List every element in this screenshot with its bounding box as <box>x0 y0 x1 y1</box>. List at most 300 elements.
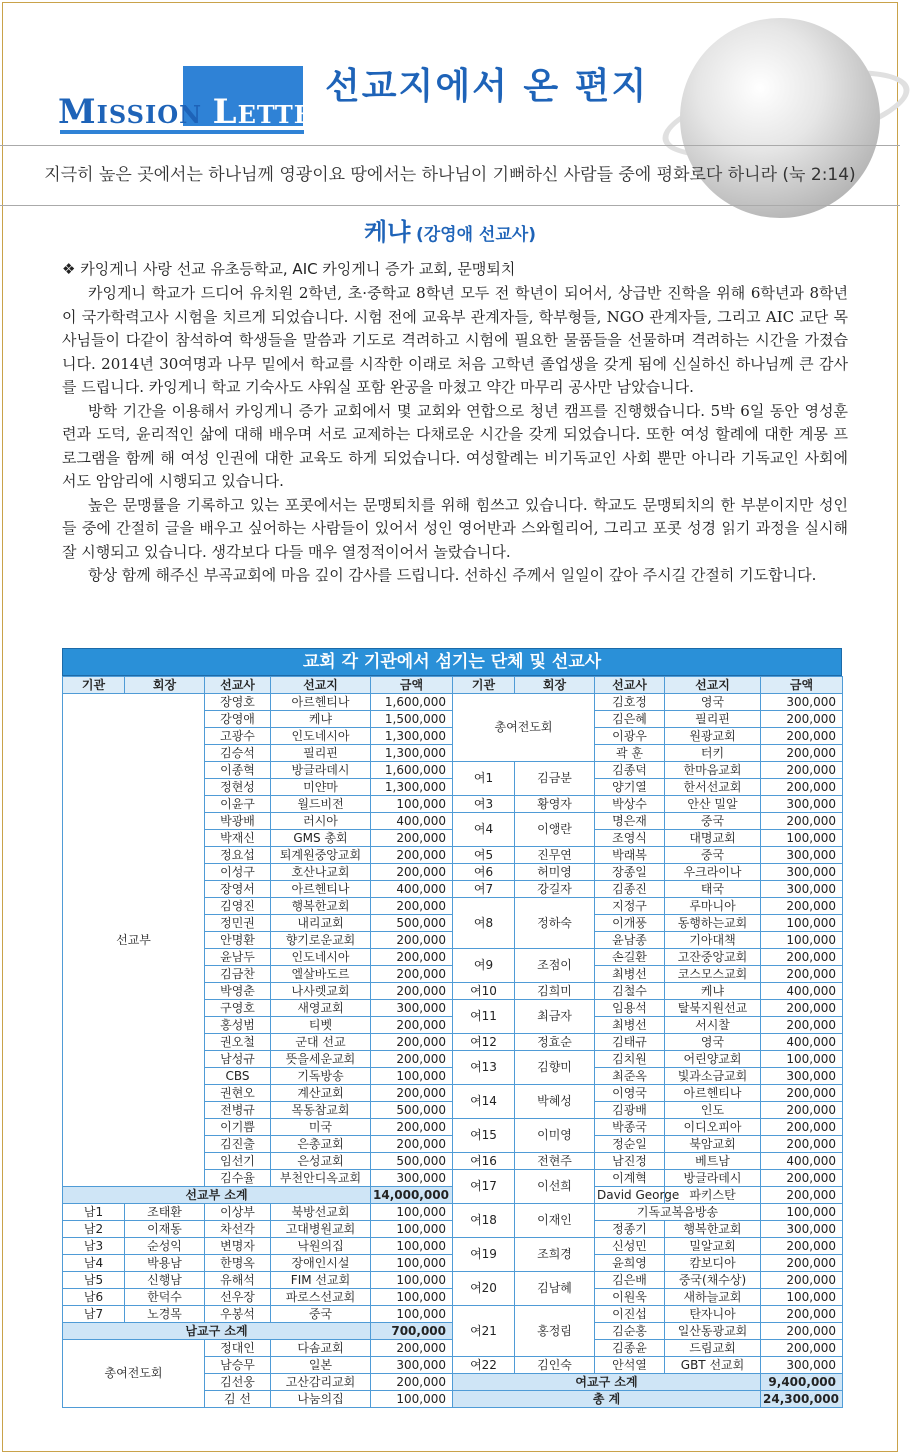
table-cell: 동행하는교회 <box>665 915 761 932</box>
table-cell: 남2 <box>63 1221 125 1238</box>
table-cell: 이상부 <box>205 1204 271 1221</box>
table-cell: 기아대책 <box>665 932 761 949</box>
table-cell: 아르헨티나 <box>271 881 371 898</box>
table-cell: 여13 <box>453 1051 515 1085</box>
bible-verse: 지극히 높은 곳에서는 하나님께 영광이요 땅에서는 하나님이 기뻐하신 사람들 중에 평화로다 하니라 (눅 2:14) <box>44 165 856 185</box>
table-cell: 정효순 <box>515 1034 595 1051</box>
paragraph: 항상 함께 해주신 부곡교회에 마음 깊이 감사를 드립니다. 선하신 주께서 일일이 갚아 주시길 간절히 기도합니다. <box>88 566 817 584</box>
table-cell: 이개풍 <box>595 915 665 932</box>
table-cell: 정요섭 <box>205 847 271 864</box>
amount-cell: 100,000 <box>371 1255 453 1272</box>
table-cell: 안명환 <box>205 932 271 949</box>
table-cell: 이재동 <box>125 1221 205 1238</box>
column-header: 금액 <box>371 677 453 694</box>
table-cell: 중국 <box>665 813 761 830</box>
table-cell: 임용석 <box>595 1000 665 1017</box>
table-cell: 여11 <box>453 1000 515 1034</box>
table-cell: 뜻을세운교회 <box>271 1051 371 1068</box>
table-cell: 남진정 <box>595 1153 665 1170</box>
table-cell: 기독교복음방송 <box>595 1204 761 1221</box>
table-cell: 조영식 <box>595 830 665 847</box>
amount-cell: 100,000 <box>761 932 843 949</box>
amount-cell: 1,300,000 <box>371 779 453 796</box>
table-cell: 고잔중앙교회 <box>665 949 761 966</box>
table-cell: 정종기 <box>595 1221 665 1238</box>
table-cell: 선교부 <box>63 694 205 1187</box>
table-cell: 총여전도회 <box>63 1340 205 1408</box>
column-header: 회장 <box>125 677 205 694</box>
table-cell: 이원욱 <box>595 1289 665 1306</box>
table-cell: 이미영 <box>515 1119 595 1153</box>
table-cell: 김 선 <box>205 1391 271 1408</box>
table-cell: 일산동광교회 <box>665 1323 761 1340</box>
table-cell: 장영서 <box>205 881 271 898</box>
table-cell: 케냐 <box>271 711 371 728</box>
table-cell: 전병규 <box>205 1102 271 1119</box>
amount-cell: 400,000 <box>761 983 843 1000</box>
table-cell: 김금분 <box>515 762 595 796</box>
amount-cell: 200,000 <box>371 1136 453 1153</box>
amount-cell: 200,000 <box>371 983 453 1000</box>
amount-cell: 1,500,000 <box>371 711 453 728</box>
table-cell: 양기열 <box>595 779 665 796</box>
table-cell: 변명자 <box>205 1238 271 1255</box>
amount-cell: 100,000 <box>371 1238 453 1255</box>
amount-cell: 200,000 <box>761 1306 843 1323</box>
table-cell: 김영진 <box>205 898 271 915</box>
table-cell: 윤남두 <box>205 949 271 966</box>
table-cell: 여21 <box>453 1306 515 1357</box>
table-cell: 노경목 <box>125 1306 205 1323</box>
amount-cell: 300,000 <box>761 1221 843 1238</box>
amount-cell: 100,000 <box>761 1204 843 1221</box>
amount-cell: 100,000 <box>761 915 843 932</box>
table-cell: 미국 <box>271 1119 371 1136</box>
mission-letter-logo: MISSION LETTER <box>58 92 334 132</box>
table-cell: 향기로운교회 <box>271 932 371 949</box>
amount-cell: 200,000 <box>371 1051 453 1068</box>
table-cell: 순성익 <box>125 1238 205 1255</box>
table-cell: 한서선교회 <box>665 779 761 796</box>
table-cell: 원광교회 <box>665 728 761 745</box>
table-cell: 나눔의집 <box>271 1391 371 1408</box>
table-cell: CBS <box>205 1068 271 1085</box>
amount-cell: 200,000 <box>761 1187 843 1204</box>
table-cell: 박용남 <box>125 1255 205 1272</box>
column-header: 기관 <box>453 677 515 694</box>
table-cell: 케냐 <box>665 983 761 1000</box>
table-cell: 전현주 <box>515 1153 595 1170</box>
amount-cell: 200,000 <box>761 898 843 915</box>
table-cell: 여4 <box>453 813 515 847</box>
table-cell: 남6 <box>63 1289 125 1306</box>
table-cell: 명은재 <box>595 813 665 830</box>
amount-cell: 700,000 <box>371 1323 453 1340</box>
amount-cell: 200,000 <box>371 1034 453 1051</box>
amount-cell: 100,000 <box>371 1068 453 1085</box>
table-cell: 월드비전 <box>271 796 371 813</box>
amount-cell: 500,000 <box>371 915 453 932</box>
table-cell: 김광배 <box>595 1102 665 1119</box>
table-cell: 김선웅 <box>205 1374 271 1391</box>
table-cell: 계산교회 <box>271 1085 371 1102</box>
amount-cell: 100,000 <box>371 1221 453 1238</box>
table-cell: 필리핀 <box>665 711 761 728</box>
table-cell: 김승석 <box>205 745 271 762</box>
table-cell: 아르헨티나 <box>665 1085 761 1102</box>
table-cell: 인도 <box>665 1102 761 1119</box>
table-cell: 지정구 <box>595 898 665 915</box>
amount-cell: 400,000 <box>761 1034 843 1051</box>
table-cell: 박혜성 <box>515 1085 595 1119</box>
table-cell: 은성교회 <box>271 1153 371 1170</box>
amount-cell: 200,000 <box>761 813 843 830</box>
table-cell: 파로스선교회 <box>271 1289 371 1306</box>
table-cell: 이기쁨 <box>205 1119 271 1136</box>
table-cell: 은총교회 <box>271 1136 371 1153</box>
amount-cell: 200,000 <box>371 830 453 847</box>
table-cell: 박재신 <box>205 830 271 847</box>
amount-cell: 300,000 <box>761 1357 843 1374</box>
table-cell: 여3 <box>453 796 515 813</box>
table-cell: 남승무 <box>205 1357 271 1374</box>
amount-cell: 200,000 <box>371 1085 453 1102</box>
table-cell: 이윤구 <box>205 796 271 813</box>
table-cell: 코스모스교회 <box>665 966 761 983</box>
table-cell: 여15 <box>453 1119 515 1153</box>
table-cell: 행복한교회 <box>271 898 371 915</box>
table-row <box>63 1272 843 1289</box>
table-cell: 김종윤 <box>595 1340 665 1357</box>
amount-cell: 1,300,000 <box>371 728 453 745</box>
table-cell: 안석열 <box>595 1357 665 1374</box>
table-cell: 티벳 <box>271 1017 371 1034</box>
table-cell: 김은혜 <box>595 711 665 728</box>
support-grid <box>62 676 843 1408</box>
table-cell: 최병선 <box>595 1017 665 1034</box>
table-cell: 장종일 <box>595 864 665 881</box>
table-cell: 방글라데시 <box>271 762 371 779</box>
table-cell: 한덕수 <box>125 1289 205 1306</box>
table-cell: 신행남 <box>125 1272 205 1289</box>
amount-cell: 100,000 <box>761 1289 843 1306</box>
amount-cell: 200,000 <box>761 1000 843 1017</box>
amount-cell: 100,000 <box>371 1289 453 1306</box>
table-cell: 신성민 <box>595 1238 665 1255</box>
table-cell: 부천안디옥교회 <box>271 1170 371 1187</box>
table-cell: 여14 <box>453 1085 515 1119</box>
table-cell: 정순일 <box>595 1136 665 1153</box>
table-cell: 김금찬 <box>205 966 271 983</box>
table-cell: 권오철 <box>205 1034 271 1051</box>
table-cell: 인도네시아 <box>271 949 371 966</box>
amount-cell: 100,000 <box>761 1051 843 1068</box>
letter-subject <box>0 212 900 247</box>
table-cell: 진무연 <box>515 847 595 864</box>
amount-cell: 200,000 <box>761 711 843 728</box>
globe-graphic <box>660 38 900 158</box>
amount-cell: 200,000 <box>761 1255 843 1272</box>
table-cell: 러시아 <box>271 813 371 830</box>
table-cell: 북암교회 <box>665 1136 761 1153</box>
table-cell: 강영애 <box>205 711 271 728</box>
table-cell: 빛과소금교회 <box>665 1068 761 1085</box>
table-cell: 남7 <box>63 1306 125 1323</box>
table-cell: 여교구 소계 <box>453 1374 761 1391</box>
amount-cell: 300,000 <box>371 1000 453 1017</box>
divider <box>0 205 900 206</box>
amount-cell: 100,000 <box>761 830 843 847</box>
amount-cell: 200,000 <box>371 1017 453 1034</box>
amount-cell: 24,300,000 <box>761 1391 843 1408</box>
table-cell: 박래복 <box>595 847 665 864</box>
amount-cell: 200,000 <box>371 1374 453 1391</box>
table-row <box>63 1306 843 1323</box>
table-cell: 김종덕 <box>595 762 665 779</box>
table-cell: 군대 선교 <box>271 1034 371 1051</box>
table-cell: 윤남종 <box>595 932 665 949</box>
table-cell: 조태환 <box>125 1204 205 1221</box>
page-title: 선교지에서 온 편지 <box>325 66 649 107</box>
amount-cell: 200,000 <box>371 898 453 915</box>
table-cell: 퇴계원중앙교회 <box>271 847 371 864</box>
table-cell: 여19 <box>453 1238 515 1272</box>
table-cell: 인도네시아 <box>271 728 371 745</box>
table-cell: 정현성 <box>205 779 271 796</box>
table-cell: 고산감리교회 <box>271 1374 371 1391</box>
table-cell: 김향미 <box>515 1051 595 1085</box>
table-cell: 이광우 <box>595 728 665 745</box>
table-cell: 정대인 <box>205 1340 271 1357</box>
table-cell: 우크라이나 <box>665 864 761 881</box>
table-cell: 박상수 <box>595 796 665 813</box>
table-cell: 태국 <box>665 881 761 898</box>
amount-cell: 1,300,000 <box>371 745 453 762</box>
table-cell: 호산나교회 <box>271 864 371 881</box>
amount-cell: 200,000 <box>761 966 843 983</box>
table-cell: 파키스탄 <box>665 1187 761 1204</box>
missionary-name: (강영애 선교사) <box>415 225 536 245</box>
table-cell: 미얀마 <box>271 779 371 796</box>
table-cell: 윤희영 <box>595 1255 665 1272</box>
amount-cell: 200,000 <box>761 779 843 796</box>
letter-topics: ❖ 카잉게니 사랑 선교 유초등학교, AIC 카잉게니 증가 교회, 문맹퇴치 <box>62 260 516 278</box>
amount-cell: 100,000 <box>371 796 453 813</box>
table-cell: David George <box>595 1187 665 1204</box>
table-cell: 엘살바도르 <box>271 966 371 983</box>
table-cell: 새하늘교회 <box>665 1289 761 1306</box>
table-cell: 여5 <box>453 847 515 864</box>
paragraph: 높은 문맹률을 기록하고 있는 포콧에서는 문맹퇴치를 위해 힘쓰고 있습니다. 학교도 문맹퇴치의 한 부분이지만 성인들 중에 간절히 글을 배우고 싶어하는 사람들이 있어서 성인 영어반과 스와힐리어, 그리고 포콧 성경 읽기 과정을 실시해 잘 시행되고 있습니다. 생각보다 다들 매우 열정적이어서 놀랐습니다. <box>62 495 848 561</box>
table-cell: 정민권 <box>205 915 271 932</box>
amount-cell: 300,000 <box>761 1068 843 1085</box>
amount-cell: 200,000 <box>761 1238 843 1255</box>
column-header: 선교사 <box>205 677 271 694</box>
table-cell: 총 계 <box>453 1391 761 1408</box>
table-cell: 김은배 <box>595 1272 665 1289</box>
table-cell: 이디오피아 <box>665 1119 761 1136</box>
table-cell: 곽 훈 <box>595 745 665 762</box>
amount-cell: 300,000 <box>371 1170 453 1187</box>
amount-cell: 400,000 <box>371 881 453 898</box>
amount-cell: 300,000 <box>761 847 843 864</box>
table-cell: 중국(채수상) <box>665 1272 761 1289</box>
table-cell: 박영춘 <box>205 983 271 1000</box>
amount-cell: 1,600,000 <box>371 694 453 711</box>
table-cell: 드림교회 <box>665 1340 761 1357</box>
amount-cell: 200,000 <box>761 745 843 762</box>
amount-cell: 14,000,000 <box>371 1187 453 1204</box>
table-cell: 이앵란 <box>515 813 595 847</box>
letter-body <box>62 282 848 588</box>
table-cell: 영국 <box>665 694 761 711</box>
table-cell: 여20 <box>453 1272 515 1306</box>
table-cell: 중국 <box>271 1306 371 1323</box>
table-cell: GMS 총회 <box>271 830 371 847</box>
table-cell: 여12 <box>453 1034 515 1051</box>
column-header: 금액 <box>761 677 843 694</box>
column-header: 기관 <box>63 677 125 694</box>
table-cell: 최병선 <box>595 966 665 983</box>
table-cell: 김순홍 <box>595 1323 665 1340</box>
amount-cell: 100,000 <box>371 1306 453 1323</box>
amount-cell: 400,000 <box>761 1153 843 1170</box>
table-cell: 김수율 <box>205 1170 271 1187</box>
table-cell: 영국 <box>665 1034 761 1051</box>
amount-cell: 200,000 <box>761 1323 843 1340</box>
amount-cell: 200,000 <box>761 1340 843 1357</box>
table-cell: 유해석 <box>205 1272 271 1289</box>
table-header-row <box>63 677 843 694</box>
table-cell: 여8 <box>453 898 515 949</box>
amount-cell: 300,000 <box>761 881 843 898</box>
amount-cell: 300,000 <box>761 864 843 881</box>
table-cell: 아르헨티나 <box>271 694 371 711</box>
table-cell: 나사렛교회 <box>271 983 371 1000</box>
table-cell: 김철수 <box>595 983 665 1000</box>
table-cell: 박종국 <box>595 1119 665 1136</box>
table-cell: 남성규 <box>205 1051 271 1068</box>
table-cell: 여16 <box>453 1153 515 1170</box>
amount-cell: 200,000 <box>761 762 843 779</box>
table-cell: 임선기 <box>205 1153 271 1170</box>
table-cell: 이선희 <box>515 1170 595 1204</box>
table-cell: 탈북지원선교 <box>665 1000 761 1017</box>
country-name: 케냐 <box>364 218 411 246</box>
support-table <box>62 648 842 1408</box>
amount-cell: 200,000 <box>371 847 453 864</box>
table-cell: 장영호 <box>205 694 271 711</box>
table-cell: 조희경 <box>515 1238 595 1272</box>
table-cell: 김치원 <box>595 1051 665 1068</box>
amount-cell: 200,000 <box>761 1136 843 1153</box>
table-row <box>63 694 843 711</box>
table-cell: 필리핀 <box>271 745 371 762</box>
amount-cell: 100,000 <box>371 1272 453 1289</box>
table-cell: 낙원의집 <box>271 1238 371 1255</box>
amount-cell: 200,000 <box>761 1102 843 1119</box>
table-cell: 김인숙 <box>515 1357 595 1374</box>
table-cell: 구영호 <box>205 1000 271 1017</box>
table-cell: 박광배 <box>205 813 271 830</box>
table-cell: 김태규 <box>595 1034 665 1051</box>
amount-cell: 200,000 <box>761 728 843 745</box>
column-header: 선교지 <box>271 677 371 694</box>
table-cell: 방글라데시 <box>665 1170 761 1187</box>
table-cell: 차선각 <box>205 1221 271 1238</box>
table-cell: 북방선교회 <box>271 1204 371 1221</box>
table-cell: 이성구 <box>205 864 271 881</box>
amount-cell: 200,000 <box>761 1119 843 1136</box>
amount-cell: 200,000 <box>761 1170 843 1187</box>
amount-cell: 200,000 <box>371 932 453 949</box>
table-cell: 홍정림 <box>515 1306 595 1357</box>
table-cell: 대명교회 <box>665 830 761 847</box>
table-cell: 루마니아 <box>665 898 761 915</box>
amount-cell: 9,400,000 <box>761 1374 843 1391</box>
table-cell: 선우장 <box>205 1289 271 1306</box>
header <box>0 0 900 145</box>
table-cell: 선교부 소계 <box>63 1187 371 1204</box>
table-cell: 고광수 <box>205 728 271 745</box>
table-cell: 탄자니아 <box>665 1306 761 1323</box>
table-cell: 손길환 <box>595 949 665 966</box>
table-cell: 목동참교회 <box>271 1102 371 1119</box>
table-cell: 베트남 <box>665 1153 761 1170</box>
table-cell: 한명옥 <box>205 1255 271 1272</box>
table-cell: 최준옥 <box>595 1068 665 1085</box>
amount-cell: 200,000 <box>761 1272 843 1289</box>
table-cell: 이종혁 <box>205 762 271 779</box>
column-header: 선교사 <box>595 677 665 694</box>
table-cell: 캄보디아 <box>665 1255 761 1272</box>
table-cell: 강길자 <box>515 881 595 898</box>
amount-cell: 100,000 <box>371 1204 453 1221</box>
table-cell: 우봉석 <box>205 1306 271 1323</box>
table-cell: 이계혁 <box>595 1170 665 1187</box>
table-cell: 다솜교회 <box>271 1340 371 1357</box>
amount-cell: 200,000 <box>371 1119 453 1136</box>
table-cell: 황영자 <box>515 796 595 813</box>
amount-cell: 1,600,000 <box>371 762 453 779</box>
table-cell: 남3 <box>63 1238 125 1255</box>
table-row <box>63 1238 843 1255</box>
table-cell: 최금자 <box>515 1000 595 1034</box>
amount-cell: 200,000 <box>371 864 453 881</box>
table-cell: 터키 <box>665 745 761 762</box>
paragraph: 방학 기간을 이용해서 카잉게니 증가 교회에서 몇 교회와 연합으로 청년 캠프를 진행했습니다. 5박 6일 동안 영성훈련과 도덕, 윤리적인 삶에 대해 배우며 서로 교제하는 다채로운 시간을 갖게 되었습니다. 또한 여성 할례에 대한 계몽 프로그램을 함께 해 여성 인권에 대한 교육도 하게 되었습니다. 여성할례는 비기독교인 사회 뿐만 아니라 기독교인 사회에서도 암암리에 시행되고 있습니다. <box>62 401 848 490</box>
table-cell: 정하숙 <box>515 898 595 949</box>
table-cell: 김호정 <box>595 694 665 711</box>
table-cell: 내리교회 <box>271 915 371 932</box>
table-cell: 여10 <box>453 983 515 1000</box>
table-cell: 여17 <box>453 1170 515 1204</box>
amount-cell: 300,000 <box>761 694 843 711</box>
amount-cell: 200,000 <box>761 1085 843 1102</box>
table-cell: 여9 <box>453 949 515 983</box>
amount-cell: 200,000 <box>761 949 843 966</box>
paragraph: 카잉게니 학교가 드디어 유치원 2학년, 초·중학교 8학년 모두 전 학년이 되어서, 상급반 진학을 위해 6학년과 8학년이 국가학력고사 시험을 치르게 되었습니다. 시험 전에 교육부 관계자들, 학부형들, NGO 관계자들, 그리고 AIC 교단 목사님들이 다같이 참석하여 학생들을 말씀과 기도로 격려하고 시험에 필요한 물품들을 선물하며 격려하는 시간을 가졌습니다. 2014년 30여명과 나무 밑에서 학교를 시작한 이래로 처음 고학년 졸업생을 갖게 됨에 신실하신 하나님께 큰 감사를 드립니다. 카잉게니 학교 기숙사도 샤워실 포함 완공을 마쳤고 약간 마무리 공사만 남았습니다. <box>62 284 848 396</box>
divider <box>0 145 900 146</box>
table-cell: 새영교회 <box>271 1000 371 1017</box>
table-cell: 조점이 <box>515 949 595 983</box>
amount-cell: 300,000 <box>371 1357 453 1374</box>
table-cell: 중국 <box>665 847 761 864</box>
table-cell: 이진섭 <box>595 1306 665 1323</box>
table-cell: 여22 <box>453 1357 515 1374</box>
table-cell: 김진출 <box>205 1136 271 1153</box>
amount-cell: 500,000 <box>371 1102 453 1119</box>
